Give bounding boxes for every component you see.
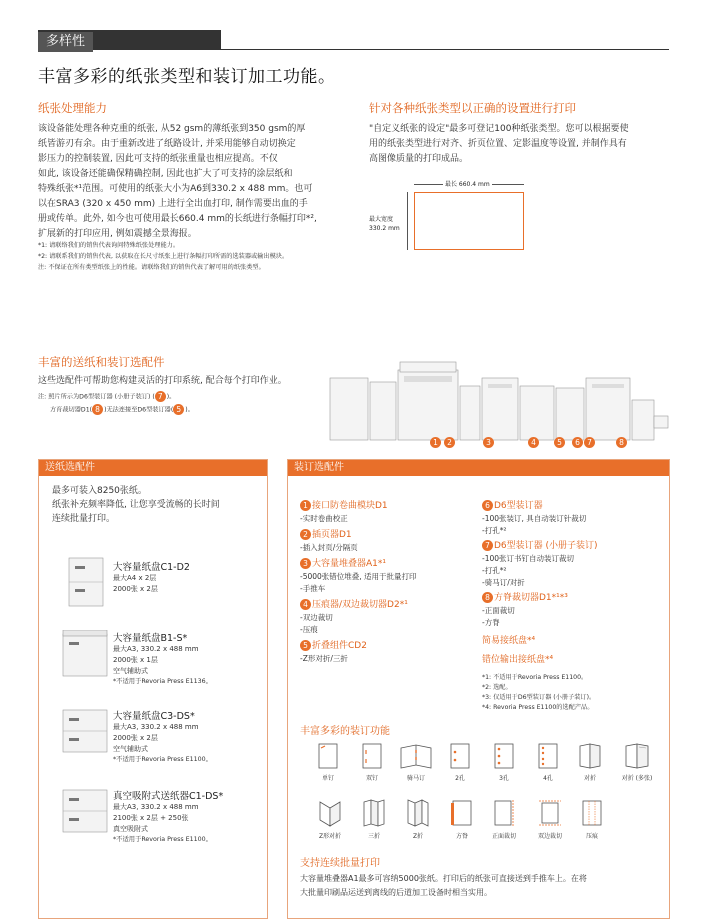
four-hole-icon: 4孔: [528, 742, 568, 782]
feed-item-4: 真空吸附式送纸器C1-DS* 最大A3, 330.2 x 488 mm 2100张 x 2层 + 250张 真空吸附式 *不适用于Revoria Press E1100。: [113, 791, 224, 843]
page-headline: 丰富多彩的纸张类型和装订加工功能。: [38, 67, 336, 87]
machine-label-4: 4: [528, 432, 540, 451]
finishing-options-box: [287, 459, 670, 919]
single-staple-icon: 单钉: [308, 742, 348, 782]
feed-options-head: 送纸选配件: [39, 460, 267, 476]
tri-fold-icon: 三折: [354, 798, 394, 840]
custom-paper-title: 针对各种纸张类型以正确的设置进行打印: [369, 101, 576, 115]
z-fold-half-icon: Z形对折: [308, 798, 352, 840]
paper-handling-title: 纸张处理能力: [38, 101, 107, 115]
options-body: 这些选配件可帮助您构建灵活的打印系统, 配合每个打印作业。: [38, 376, 287, 386]
face-trim-icon: 正面裁切: [484, 798, 524, 840]
length-label: 最长 660.4 mm: [445, 181, 490, 188]
three-hole-icon: 3孔: [484, 742, 524, 782]
feed-intro: 最多可装入8250张纸。 纸张补充频率降低, 让您享受流畅的长时间 连续批量打印。: [52, 486, 220, 524]
paper-size-diagram: [369, 178, 549, 258]
saddle-stitch-icon: 骑马订: [394, 742, 438, 782]
tray-b1-s-image: [61, 630, 111, 680]
options-notes: 注: 照片所示为D6型装订器 (小册子装订) ( 7 )。 方育裁切器D1( 8 )无法连接至D6型装订器( 5 )。: [38, 392, 194, 414]
header-rule: [221, 49, 669, 50]
paper-handling-body: 该设备能处理各种克重的纸张, 从52 gsm的薄纸张到350 gsm的厚 纸皆游刃有余。由于重新改进了纸路设计, 并采用能够自动切换定 影压力的控制装置, 因此可支持的纸张重量也相应提高。不仅 如此, 该设备还能确保精确控制, 因此也扩大了可支持的涂层纸和 特殊纸张*¹范围。可使用的纸张大小为A6到330.2 x 488 mm。也可 以在SRA3 (320 x 450 mm) 上进行全出血打印, 制作需要出血的手 册或传单。此外, 如今也可使用最长660.4 mm的长纸进行条幅打印*², 扩展新的打印应用, 例如震撼全景海报。: [38, 124, 317, 239]
machine-label-6: 6: [572, 432, 584, 451]
continuous-printing-title: 支持连续批量打印: [300, 858, 380, 869]
two-side-trim-icon: 双边裁切: [528, 798, 572, 840]
continuous-printing-body: 大容量堆叠器A1最多可容纳5000张纸。打印后的纸张可直接送到手推车上。在将 大批量印刷品运送到离线的后道加工设备时相当实用。: [300, 874, 587, 897]
bi-fold-icon: 对折: [570, 742, 610, 782]
machine-label-5: 5: [554, 432, 566, 451]
feed-options-box: [38, 459, 268, 919]
feed-item-2: 大容量纸盘B1-S* 最大A3, 330.2 x 488 mm 2000张 x 1层 空气辅助式 *不适用于Revoria Press E1136。: [113, 633, 212, 685]
square-fold-icon: 方脊: [442, 798, 482, 840]
double-staple-icon: 双钉: [352, 742, 392, 782]
z-fold-icon: Z折: [398, 798, 438, 840]
custom-paper-body: "自定义纸张的设定"最多可登记100种纸张类型。您可以根据要使 用的纸张类型进行对齐、折页位置、定影温度等设置, 并制作具有 高图像质量的打印成品。: [369, 124, 629, 164]
machine-label-8: 8: [616, 432, 628, 451]
tray-c3-ds-image: [61, 706, 111, 756]
crease-icon: 压痕: [572, 798, 612, 840]
width-label: 最大宽度 330.2 mm: [369, 216, 400, 232]
paper-rect: [414, 192, 524, 250]
feed-item-1: 大容量纸盘C1-D2 最大A4 x 2层 2000张 x 2层: [113, 562, 190, 593]
tray-c1-d2-image: [67, 556, 107, 610]
paper-handling-notes: *1: 请联络我们的销售代表询问特殊纸张处理能力。 *2: 请联系我们的销售代表, 以获取在长尺寸纸张上进行条幅打印所需的选装器或输出模块。 注: 不保证在所有类型纸张上的性能。请联络我们的销售代表了解可用的纸张类型。: [38, 242, 289, 271]
machine-label-7: 7: [584, 432, 596, 451]
binding-icons-grid: [296, 742, 666, 852]
section-tag: 多样性: [38, 32, 93, 52]
feed-item-3: 大容量纸盘C3-DS* 最大A3, 330.2 x 488 mm 2000张 x 2层 空气辅助式 *不适用于Revoria Press E1100。: [113, 711, 212, 763]
two-hole-icon: 2孔: [440, 742, 480, 782]
options-title: 丰富的送纸和装订选配件: [38, 355, 165, 369]
section-tag-bar: [38, 30, 221, 50]
multi-sheet-bi-fold-icon: 对折 (多张): [612, 742, 662, 782]
printer-system-illustration: [328, 356, 670, 446]
finishing-options-head: 装订选配件: [288, 460, 669, 476]
machine-label-2: 2: [444, 432, 456, 451]
finishing-left-list: 1 接口防卷曲模块D1 -实时卷曲校正 2 插页器D1 -插入封页/分隔页 3 大容量堆叠器A1*¹ -5000张错位堆叠, 适用于批量打印 -手推车 4 压痕器/双边裁切器D2*¹ -双边裁切 -压痕 5 折叠组件CD2 -Z形对折/三折: [300, 501, 417, 663]
vacuum-feeder-image: [61, 786, 111, 836]
machine-label-1: 1: [430, 432, 442, 451]
finishing-right-list: 6 D6型装订器 -100张装订, 具自动装订针裁切 -打孔*² 7 D6型装订器 (小册子装订) -100张订书钉自动装订裁切 -打孔*² -骑马订/对折 8 方脊裁切器D1*¹*³ -正面裁切 -方脊 简易接纸盘*⁴ 错位输出接纸盘*⁴ *1: 不适用于Revoria Press E1100。 *2: 选配。 *3: 仅适用于D6型装订器 (小册子装订)。 *4: Revoria Press E1100的选配产品。: [482, 501, 598, 711]
binding-functions-title: 丰富多彩的装订功能: [300, 726, 390, 737]
machine-label-3: 3: [483, 432, 495, 451]
